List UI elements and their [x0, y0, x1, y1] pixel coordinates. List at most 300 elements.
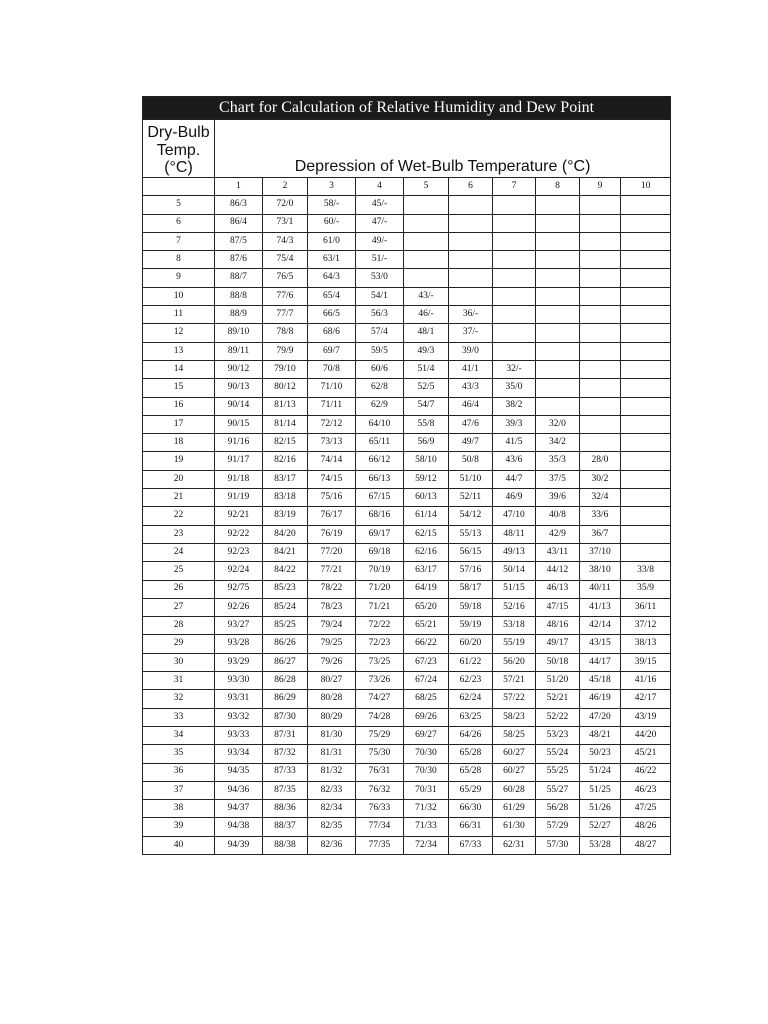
rh-dew-point-cell: 66/12 [356, 452, 404, 470]
rh-dew-point-cell: 92/22 [215, 525, 263, 543]
column-number: 10 [621, 178, 671, 196]
rh-dew-point-cell: 40/8 [536, 507, 580, 525]
rh-dew-point-cell: 94/35 [215, 763, 263, 781]
rh-dew-point-cell: 93/34 [215, 745, 263, 763]
dry-bulb-temp-cell: 9 [143, 269, 215, 287]
rh-dew-point-cell: 73/1 [263, 214, 308, 232]
empty-cell [536, 306, 580, 324]
rh-dew-point-cell: 49/7 [449, 434, 493, 452]
empty-cell [536, 269, 580, 287]
table-row [143, 434, 671, 452]
table-row [143, 342, 671, 360]
table-row [143, 489, 671, 507]
dry-bulb-temp-cell: 35 [143, 745, 215, 763]
rh-dew-point-cell: 48/11 [493, 525, 536, 543]
table-row [143, 232, 671, 250]
dry-bulb-temp-cell: 34 [143, 726, 215, 744]
rh-dew-point-cell: 60/- [308, 214, 356, 232]
rh-dew-point-cell: 88/8 [215, 287, 263, 305]
rh-dew-point-cell: 88/38 [263, 836, 308, 854]
rh-dew-point-cell: 58/17 [449, 580, 493, 598]
dry-bulb-temp-cell: 14 [143, 360, 215, 378]
empty-cell [580, 342, 621, 360]
rh-dew-point-cell: 60/20 [449, 635, 493, 653]
rh-dew-point-cell: 48/27 [621, 836, 671, 854]
empty-cell [580, 287, 621, 305]
dry-bulb-temp-cell: 39 [143, 818, 215, 836]
rh-dew-point-cell: 62/8 [356, 379, 404, 397]
rh-dew-point-cell: 63/17 [404, 562, 449, 580]
dry-bulb-temp-cell: 40 [143, 836, 215, 854]
empty-cell [580, 232, 621, 250]
rh-dew-point-cell: 43/6 [493, 452, 536, 470]
rh-dew-point-cell: 56/20 [493, 653, 536, 671]
table-row [143, 196, 671, 214]
rh-dew-point-cell: 41/1 [449, 360, 493, 378]
rh-dew-point-cell: 93/28 [215, 635, 263, 653]
dry-bulb-header-line: Dry-Bulb [147, 124, 210, 142]
empty-cell [449, 269, 493, 287]
dry-bulb-temp-cell: 25 [143, 562, 215, 580]
rh-dew-point-cell: 52/22 [536, 708, 580, 726]
dry-bulb-temp-cell: 23 [143, 525, 215, 543]
empty-cell [536, 196, 580, 214]
dry-bulb-header [143, 120, 215, 178]
rh-dew-point-cell: 80/27 [308, 672, 356, 690]
rh-dew-point-cell: 93/32 [215, 708, 263, 726]
rh-dew-point-cell: 74/28 [356, 708, 404, 726]
rh-dew-point-cell: 85/24 [263, 598, 308, 616]
rh-dew-point-cell: 94/37 [215, 800, 263, 818]
rh-dew-point-cell: 70/31 [404, 781, 449, 799]
rh-dew-point-cell: 53/18 [493, 617, 536, 635]
empty-cell [621, 214, 671, 232]
dry-bulb-temp-cell: 11 [143, 306, 215, 324]
rh-dew-point-cell: 54/12 [449, 507, 493, 525]
table-row [143, 708, 671, 726]
rh-dew-point-cell: 36/11 [621, 598, 671, 616]
empty-cell [404, 269, 449, 287]
dry-bulb-header-line: (°C) [164, 159, 193, 177]
rh-dew-point-cell: 57/22 [493, 690, 536, 708]
empty-cell [580, 306, 621, 324]
table-row [143, 653, 671, 671]
table-row [143, 836, 671, 854]
rh-dew-point-cell: 87/5 [215, 232, 263, 250]
dry-bulb-temp-cell: 22 [143, 507, 215, 525]
rh-dew-point-cell: 67/15 [356, 489, 404, 507]
column-number: 9 [580, 178, 621, 196]
rh-dew-point-cell: 82/35 [308, 818, 356, 836]
rh-dew-point-cell: 71/21 [356, 598, 404, 616]
humidity-dew-point-table [142, 96, 671, 855]
rh-dew-point-cell: 62/24 [449, 690, 493, 708]
rh-dew-point-cell: 89/11 [215, 342, 263, 360]
rh-dew-point-cell: 46/- [404, 306, 449, 324]
rh-dew-point-cell: 60/6 [356, 360, 404, 378]
rh-dew-point-cell: 71/33 [404, 818, 449, 836]
rh-dew-point-cell: 55/19 [493, 635, 536, 653]
rh-dew-point-cell: 90/12 [215, 360, 263, 378]
empty-cell [580, 360, 621, 378]
table-row [143, 525, 671, 543]
dry-bulb-temp-cell: 38 [143, 800, 215, 818]
rh-dew-point-cell: 38/13 [621, 635, 671, 653]
rh-dew-point-cell: 68/6 [308, 324, 356, 342]
dry-bulb-temp-cell: 7 [143, 232, 215, 250]
dry-bulb-temp-cell: 27 [143, 598, 215, 616]
rh-dew-point-cell: 51/24 [580, 763, 621, 781]
rh-dew-point-cell: 60/13 [404, 489, 449, 507]
rh-dew-point-cell: 77/34 [356, 818, 404, 836]
empty-cell [580, 269, 621, 287]
empty-cell [621, 196, 671, 214]
table-row [143, 562, 671, 580]
rh-dew-point-cell: 80/28 [308, 690, 356, 708]
rh-dew-point-cell: 87/31 [263, 726, 308, 744]
rh-dew-point-cell: 60/27 [493, 745, 536, 763]
rh-dew-point-cell: 43/3 [449, 379, 493, 397]
rh-dew-point-cell: 42/9 [536, 525, 580, 543]
empty-cell [621, 306, 671, 324]
empty-cell [621, 415, 671, 433]
rh-dew-point-cell: 56/28 [536, 800, 580, 818]
rh-dew-point-cell: 93/30 [215, 672, 263, 690]
rh-dew-point-cell: 76/5 [263, 269, 308, 287]
table-body [143, 196, 671, 855]
rh-dew-point-cell: 69/7 [308, 342, 356, 360]
rh-dew-point-cell: 69/27 [404, 726, 449, 744]
rh-dew-point-cell: 57/16 [449, 562, 493, 580]
rh-dew-point-cell: 39/15 [621, 653, 671, 671]
table-row [143, 214, 671, 232]
dry-bulb-temp-cell: 13 [143, 342, 215, 360]
rh-dew-point-cell: 56/3 [356, 306, 404, 324]
empty-cell [449, 287, 493, 305]
rh-dew-point-cell: 94/38 [215, 818, 263, 836]
rh-dew-point-cell: 75/29 [356, 726, 404, 744]
rh-dew-point-cell: 47/25 [621, 800, 671, 818]
rh-dew-point-cell: 61/29 [493, 800, 536, 818]
rh-dew-point-cell: 78/23 [308, 598, 356, 616]
rh-dew-point-cell: 55/13 [449, 525, 493, 543]
rh-dew-point-cell: 58/25 [493, 726, 536, 744]
rh-dew-point-cell: 43/19 [621, 708, 671, 726]
table-row [143, 507, 671, 525]
rh-dew-point-cell: 77/6 [263, 287, 308, 305]
rh-dew-point-cell: 42/17 [621, 690, 671, 708]
column-number: 1 [215, 178, 263, 196]
rh-dew-point-cell: 91/16 [215, 434, 263, 452]
column-number-row [143, 178, 671, 196]
rh-dew-point-cell: 35/0 [493, 379, 536, 397]
rh-dew-point-cell: 72/23 [356, 635, 404, 653]
rh-dew-point-cell: 90/15 [215, 415, 263, 433]
rh-dew-point-cell: 77/20 [308, 543, 356, 561]
rh-dew-point-cell: 38/2 [493, 397, 536, 415]
rh-dew-point-cell: 92/23 [215, 543, 263, 561]
rh-dew-point-cell: 76/32 [356, 781, 404, 799]
table-row [143, 763, 671, 781]
rh-dew-point-cell: 91/19 [215, 489, 263, 507]
rh-dew-point-cell: 87/6 [215, 251, 263, 269]
dry-bulb-temp-cell: 17 [143, 415, 215, 433]
rh-dew-point-cell: 71/10 [308, 379, 356, 397]
rh-dew-point-cell: 85/25 [263, 617, 308, 635]
rh-dew-point-cell: 61/14 [404, 507, 449, 525]
dry-bulb-temp-cell: 28 [143, 617, 215, 635]
rh-dew-point-cell: 69/17 [356, 525, 404, 543]
rh-dew-point-cell: 70/8 [308, 360, 356, 378]
rh-dew-point-cell: 87/30 [263, 708, 308, 726]
rh-dew-point-cell: 92/75 [215, 580, 263, 598]
column-number-corner [143, 178, 215, 196]
rh-dew-point-cell: 51/4 [404, 360, 449, 378]
rh-dew-point-cell: 62/31 [493, 836, 536, 854]
rh-dew-point-cell: 89/10 [215, 324, 263, 342]
column-number: 2 [263, 178, 308, 196]
rh-dew-point-cell: 48/1 [404, 324, 449, 342]
rh-dew-point-cell: 60/27 [493, 763, 536, 781]
dry-bulb-temp-cell: 18 [143, 434, 215, 452]
rh-dew-point-cell: 84/22 [263, 562, 308, 580]
rh-dew-point-cell: 62/16 [404, 543, 449, 561]
rh-dew-point-cell: 82/16 [263, 452, 308, 470]
rh-dew-point-cell: 43/11 [536, 543, 580, 561]
rh-dew-point-cell: 41/5 [493, 434, 536, 452]
rh-dew-point-cell: 57/30 [536, 836, 580, 854]
rh-dew-point-cell: 73/13 [308, 434, 356, 452]
rh-dew-point-cell: 61/30 [493, 818, 536, 836]
rh-dew-point-cell: 53/23 [536, 726, 580, 744]
empty-cell [621, 452, 671, 470]
rh-dew-point-cell: 53/0 [356, 269, 404, 287]
dry-bulb-temp-cell: 15 [143, 379, 215, 397]
rh-dew-point-cell: 81/30 [308, 726, 356, 744]
rh-dew-point-cell: 51/10 [449, 470, 493, 488]
empty-cell [580, 397, 621, 415]
rh-dew-point-cell: 52/5 [404, 379, 449, 397]
rh-dew-point-cell: 65/28 [449, 763, 493, 781]
column-number: 4 [356, 178, 404, 196]
rh-dew-point-cell: 64/3 [308, 269, 356, 287]
rh-dew-point-cell: 65/29 [449, 781, 493, 799]
table-row [143, 452, 671, 470]
rh-dew-point-cell: 59/5 [356, 342, 404, 360]
rh-dew-point-cell: 68/16 [356, 507, 404, 525]
rh-dew-point-cell: 55/27 [536, 781, 580, 799]
rh-dew-point-cell: 82/33 [308, 781, 356, 799]
empty-cell [621, 360, 671, 378]
rh-dew-point-cell: 93/27 [215, 617, 263, 635]
rh-dew-point-cell: 66/31 [449, 818, 493, 836]
rh-dew-point-cell: 32/0 [536, 415, 580, 433]
rh-dew-point-cell: 80/12 [263, 379, 308, 397]
rh-dew-point-cell: 48/26 [621, 818, 671, 836]
rh-dew-point-cell: 79/26 [308, 653, 356, 671]
rh-dew-point-cell: 51/25 [580, 781, 621, 799]
rh-dew-point-cell: 65/20 [404, 598, 449, 616]
table-row [143, 781, 671, 799]
rh-dew-point-cell: 67/24 [404, 672, 449, 690]
rh-dew-point-cell: 77/21 [308, 562, 356, 580]
rh-dew-point-cell: 66/22 [404, 635, 449, 653]
rh-dew-point-cell: 39/6 [536, 489, 580, 507]
empty-cell [493, 251, 536, 269]
chart-title: Chart for Calculation of Relative Humidity and Dew Point [143, 97, 671, 120]
rh-dew-point-cell: 79/10 [263, 360, 308, 378]
rh-dew-point-cell: 59/18 [449, 598, 493, 616]
rh-dew-point-cell: 47/15 [536, 598, 580, 616]
rh-dew-point-cell: 74/3 [263, 232, 308, 250]
rh-dew-point-cell: 62/9 [356, 397, 404, 415]
dry-bulb-temp-cell: 10 [143, 287, 215, 305]
rh-dew-point-cell: 39/0 [449, 342, 493, 360]
empty-cell [449, 214, 493, 232]
table-row [143, 635, 671, 653]
rh-dew-point-cell: 74/15 [308, 470, 356, 488]
rh-dew-point-cell: 60/28 [493, 781, 536, 799]
dry-bulb-temp-cell: 24 [143, 543, 215, 561]
rh-dew-point-cell: 72/0 [263, 196, 308, 214]
rh-dew-point-cell: 81/32 [308, 763, 356, 781]
rh-dew-point-cell: 65/21 [404, 617, 449, 635]
rh-dew-point-cell: 54/7 [404, 397, 449, 415]
rh-dew-point-cell: 72/12 [308, 415, 356, 433]
rh-dew-point-cell: 88/37 [263, 818, 308, 836]
rh-dew-point-cell: 46/9 [493, 489, 536, 507]
rh-dew-point-cell: 82/15 [263, 434, 308, 452]
rh-dew-point-cell: 70/30 [404, 763, 449, 781]
empty-cell [621, 543, 671, 561]
empty-cell [493, 269, 536, 287]
dry-bulb-temp-cell: 31 [143, 672, 215, 690]
rh-dew-point-cell: 33/8 [621, 562, 671, 580]
rh-dew-point-cell: 71/20 [356, 580, 404, 598]
rh-dew-point-cell: 45/21 [621, 745, 671, 763]
rh-dew-point-cell: 55/25 [536, 763, 580, 781]
column-number: 8 [536, 178, 580, 196]
depression-header: Depression of Wet-Bulb Temperature (°C) [215, 120, 671, 178]
rh-dew-point-cell: 57/21 [493, 672, 536, 690]
rh-dew-point-cell: 61/22 [449, 653, 493, 671]
dry-bulb-temp-cell: 26 [143, 580, 215, 598]
rh-dew-point-cell: 84/21 [263, 543, 308, 561]
empty-cell [493, 324, 536, 342]
empty-cell [536, 379, 580, 397]
rh-dew-point-cell: 53/28 [580, 836, 621, 854]
rh-dew-point-cell: 63/1 [308, 251, 356, 269]
rh-dew-point-cell: 58/10 [404, 452, 449, 470]
table-row [143, 415, 671, 433]
rh-dew-point-cell: 86/3 [215, 196, 263, 214]
rh-dew-point-cell: 37/10 [580, 543, 621, 561]
empty-cell [580, 324, 621, 342]
rh-dew-point-cell: 32/- [493, 360, 536, 378]
rh-dew-point-cell: 73/25 [356, 653, 404, 671]
rh-dew-point-cell: 68/25 [404, 690, 449, 708]
empty-cell [621, 232, 671, 250]
rh-dew-point-cell: 44/17 [580, 653, 621, 671]
rh-dew-point-cell: 49/13 [493, 543, 536, 561]
rh-dew-point-cell: 74/14 [308, 452, 356, 470]
rh-dew-point-cell: 46/4 [449, 397, 493, 415]
rh-dew-point-cell: 59/12 [404, 470, 449, 488]
rh-dew-point-cell: 62/15 [404, 525, 449, 543]
rh-dew-point-cell: 76/31 [356, 763, 404, 781]
rh-dew-point-cell: 67/33 [449, 836, 493, 854]
dry-bulb-temp-cell: 12 [143, 324, 215, 342]
rh-dew-point-cell: 66/13 [356, 470, 404, 488]
table-row [143, 800, 671, 818]
rh-dew-point-cell: 81/31 [308, 745, 356, 763]
empty-cell [449, 232, 493, 250]
rh-dew-point-cell: 56/9 [404, 434, 449, 452]
rh-dew-point-cell: 72/34 [404, 836, 449, 854]
rh-dew-point-cell: 66/5 [308, 306, 356, 324]
rh-dew-point-cell: 74/27 [356, 690, 404, 708]
table-row [143, 360, 671, 378]
empty-cell [580, 214, 621, 232]
rh-dew-point-cell: 51/15 [493, 580, 536, 598]
empty-cell [449, 196, 493, 214]
table-row [143, 306, 671, 324]
dry-bulb-temp-cell: 36 [143, 763, 215, 781]
rh-dew-point-cell: 37/12 [621, 617, 671, 635]
rh-dew-point-cell: 46/13 [536, 580, 580, 598]
dry-bulb-temp-cell: 30 [143, 653, 215, 671]
rh-dew-point-cell: 64/10 [356, 415, 404, 433]
rh-dew-point-cell: 36/7 [580, 525, 621, 543]
rh-dew-point-cell: 76/17 [308, 507, 356, 525]
rh-dew-point-cell: 78/8 [263, 324, 308, 342]
rh-dew-point-cell: 50/8 [449, 452, 493, 470]
table-row [143, 379, 671, 397]
empty-cell [580, 251, 621, 269]
rh-dew-point-cell: 88/36 [263, 800, 308, 818]
rh-dew-point-cell: 92/21 [215, 507, 263, 525]
rh-dew-point-cell: 88/9 [215, 306, 263, 324]
rh-dew-point-cell: 61/0 [308, 232, 356, 250]
table-row [143, 324, 671, 342]
rh-dew-point-cell: 86/28 [263, 672, 308, 690]
table-row [143, 397, 671, 415]
empty-cell [404, 232, 449, 250]
empty-cell [536, 251, 580, 269]
rh-dew-point-cell: 77/35 [356, 836, 404, 854]
rh-dew-point-cell: 81/13 [263, 397, 308, 415]
rh-dew-point-cell: 49/3 [404, 342, 449, 360]
rh-dew-point-cell: 51/20 [536, 672, 580, 690]
table-row [143, 543, 671, 561]
rh-dew-point-cell: 65/28 [449, 745, 493, 763]
rh-dew-point-cell: 37/5 [536, 470, 580, 488]
rh-dew-point-cell: 82/36 [308, 836, 356, 854]
rh-dew-point-cell: 71/11 [308, 397, 356, 415]
rh-dew-point-cell: 70/19 [356, 562, 404, 580]
rh-dew-point-cell: 28/0 [580, 452, 621, 470]
empty-cell [404, 251, 449, 269]
rh-dew-point-cell: 38/10 [580, 562, 621, 580]
rh-dew-point-cell: 37/- [449, 324, 493, 342]
rh-dew-point-cell: 79/25 [308, 635, 356, 653]
rh-dew-point-cell: 33/6 [580, 507, 621, 525]
empty-cell [621, 489, 671, 507]
empty-cell [580, 379, 621, 397]
rh-dew-point-cell: 93/31 [215, 690, 263, 708]
dry-bulb-temp-cell: 6 [143, 214, 215, 232]
rh-dew-point-cell: 86/27 [263, 653, 308, 671]
